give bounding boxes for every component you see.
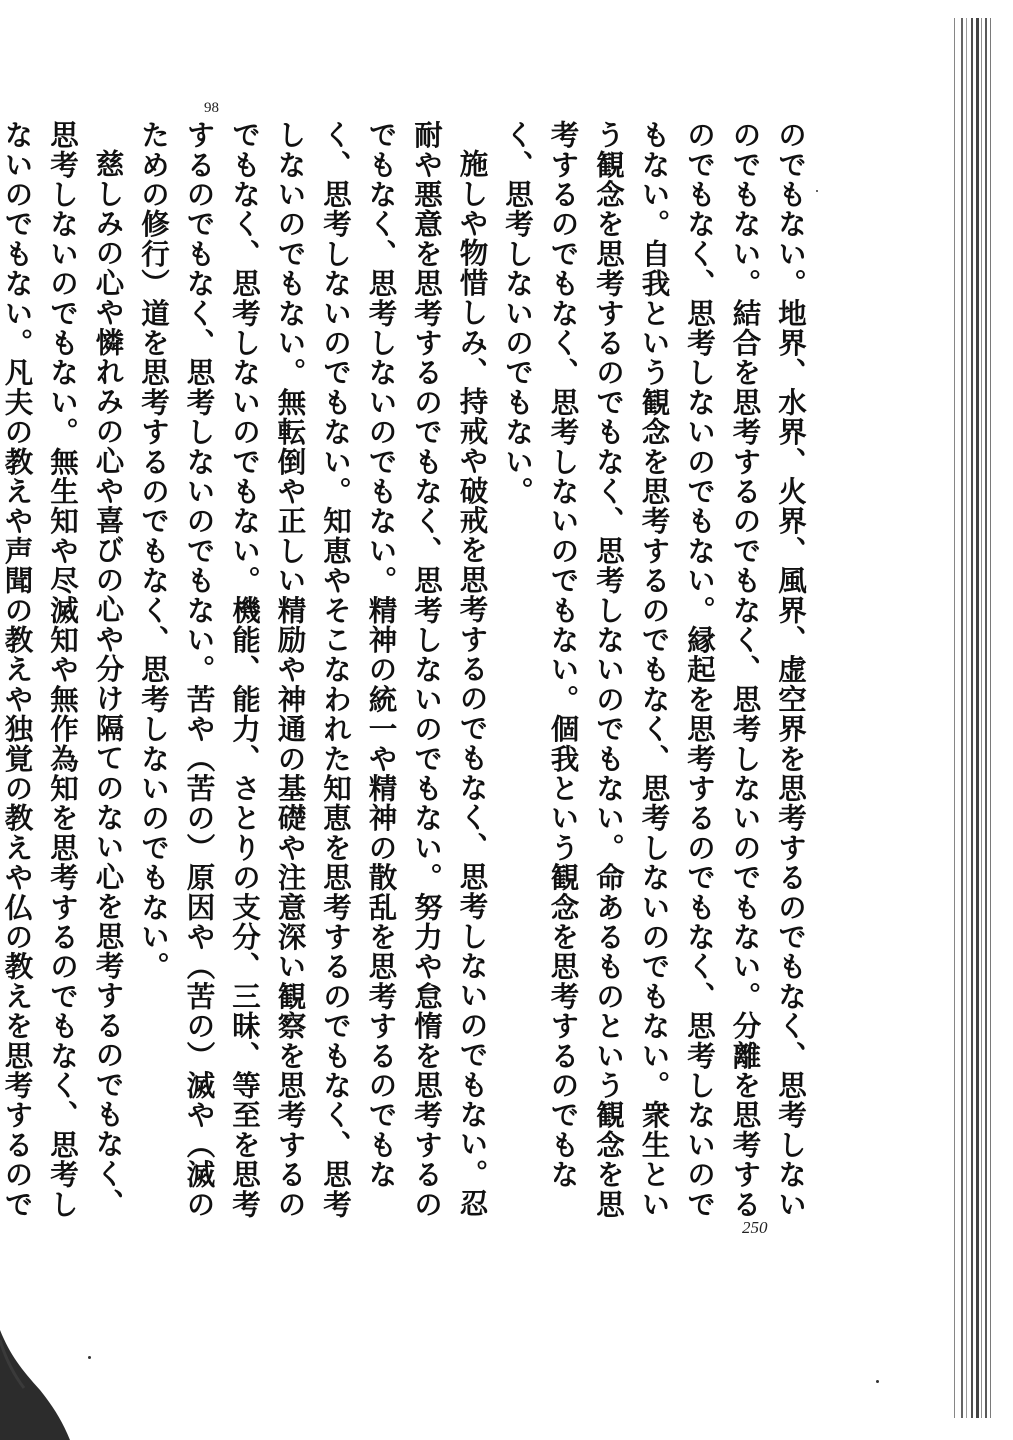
binding-line [966,18,967,1418]
scan-speck [876,1380,879,1383]
paragraph-2: 施しや物惜しみ、持戒や破戒を思考するのでもなく、思考しないのでもない。忍耐や悪意を思考するのでもなく、思考しないのでもない。努力や怠惰を思考するのでもなく、思考しないのでもない。精神の統一や精神の散乱を思考するのでもなく、思考しないのでもない。知恵やそこなわれた知恵を思考するのでもなく、思考しないのでもない。無転倒や正しい精励や神通の基礎や注意深い観察を思考するのでもなく、思考しないのでもない。機能、能力、さとりの支分、三昧、等至を思考するのでもなく、思考しないのでもない。苦や（苦の）原因や（苦の）滅や（滅のための修行）道を思考するのでもなく、思考しないのでもない。 [137,120,490,1219]
paragraph-3: 慈しみの心や憐れみの心や喜びの心や分け隔てのない心を思考するのでもなく、思考しないのでもない。無生知や尽滅知や無作為知を思考するのでもなく、思考しないのでもない。凡夫の教えや声聞の教えや独覚の教えや仏の教えを思考するので [0,120,126,1219]
scan-smudge [0,1330,70,1440]
binding-line [981,18,982,1418]
binding-line [985,18,987,1418]
binding-line [990,18,991,1418]
body-text [0,120,813,1220]
page-number: 98 [204,100,219,116]
binding-line [961,18,963,1418]
scan-speck [88,1356,91,1359]
scan-speck [816,190,818,192]
paragraph-1: のでもない。地界、水界、火界、風界、虚空界を思考するのでもなく、思考しないのでもない。結合を思考するのでもなく、思考しないのでもない。分離を思考するのでもなく、思考しないのでもない。縁起を思考するのでもなく、思考しないのでもない。自我という観念を思考するのでもなく、思考しないのでもない。衆生という観念を思考するのでもなく、思考しないのでもない。命あるものという観念を思考するのでもなく、思考しないのでもない。個我という観念を思考するのでもなく、思考しないのでもない。 [501,120,808,1219]
binding-line [954,18,955,1418]
book-binding-edge [952,18,998,1418]
binding-line [976,18,979,1418]
folio-number: 250 [742,1218,768,1237]
binding-line [971,18,973,1418]
